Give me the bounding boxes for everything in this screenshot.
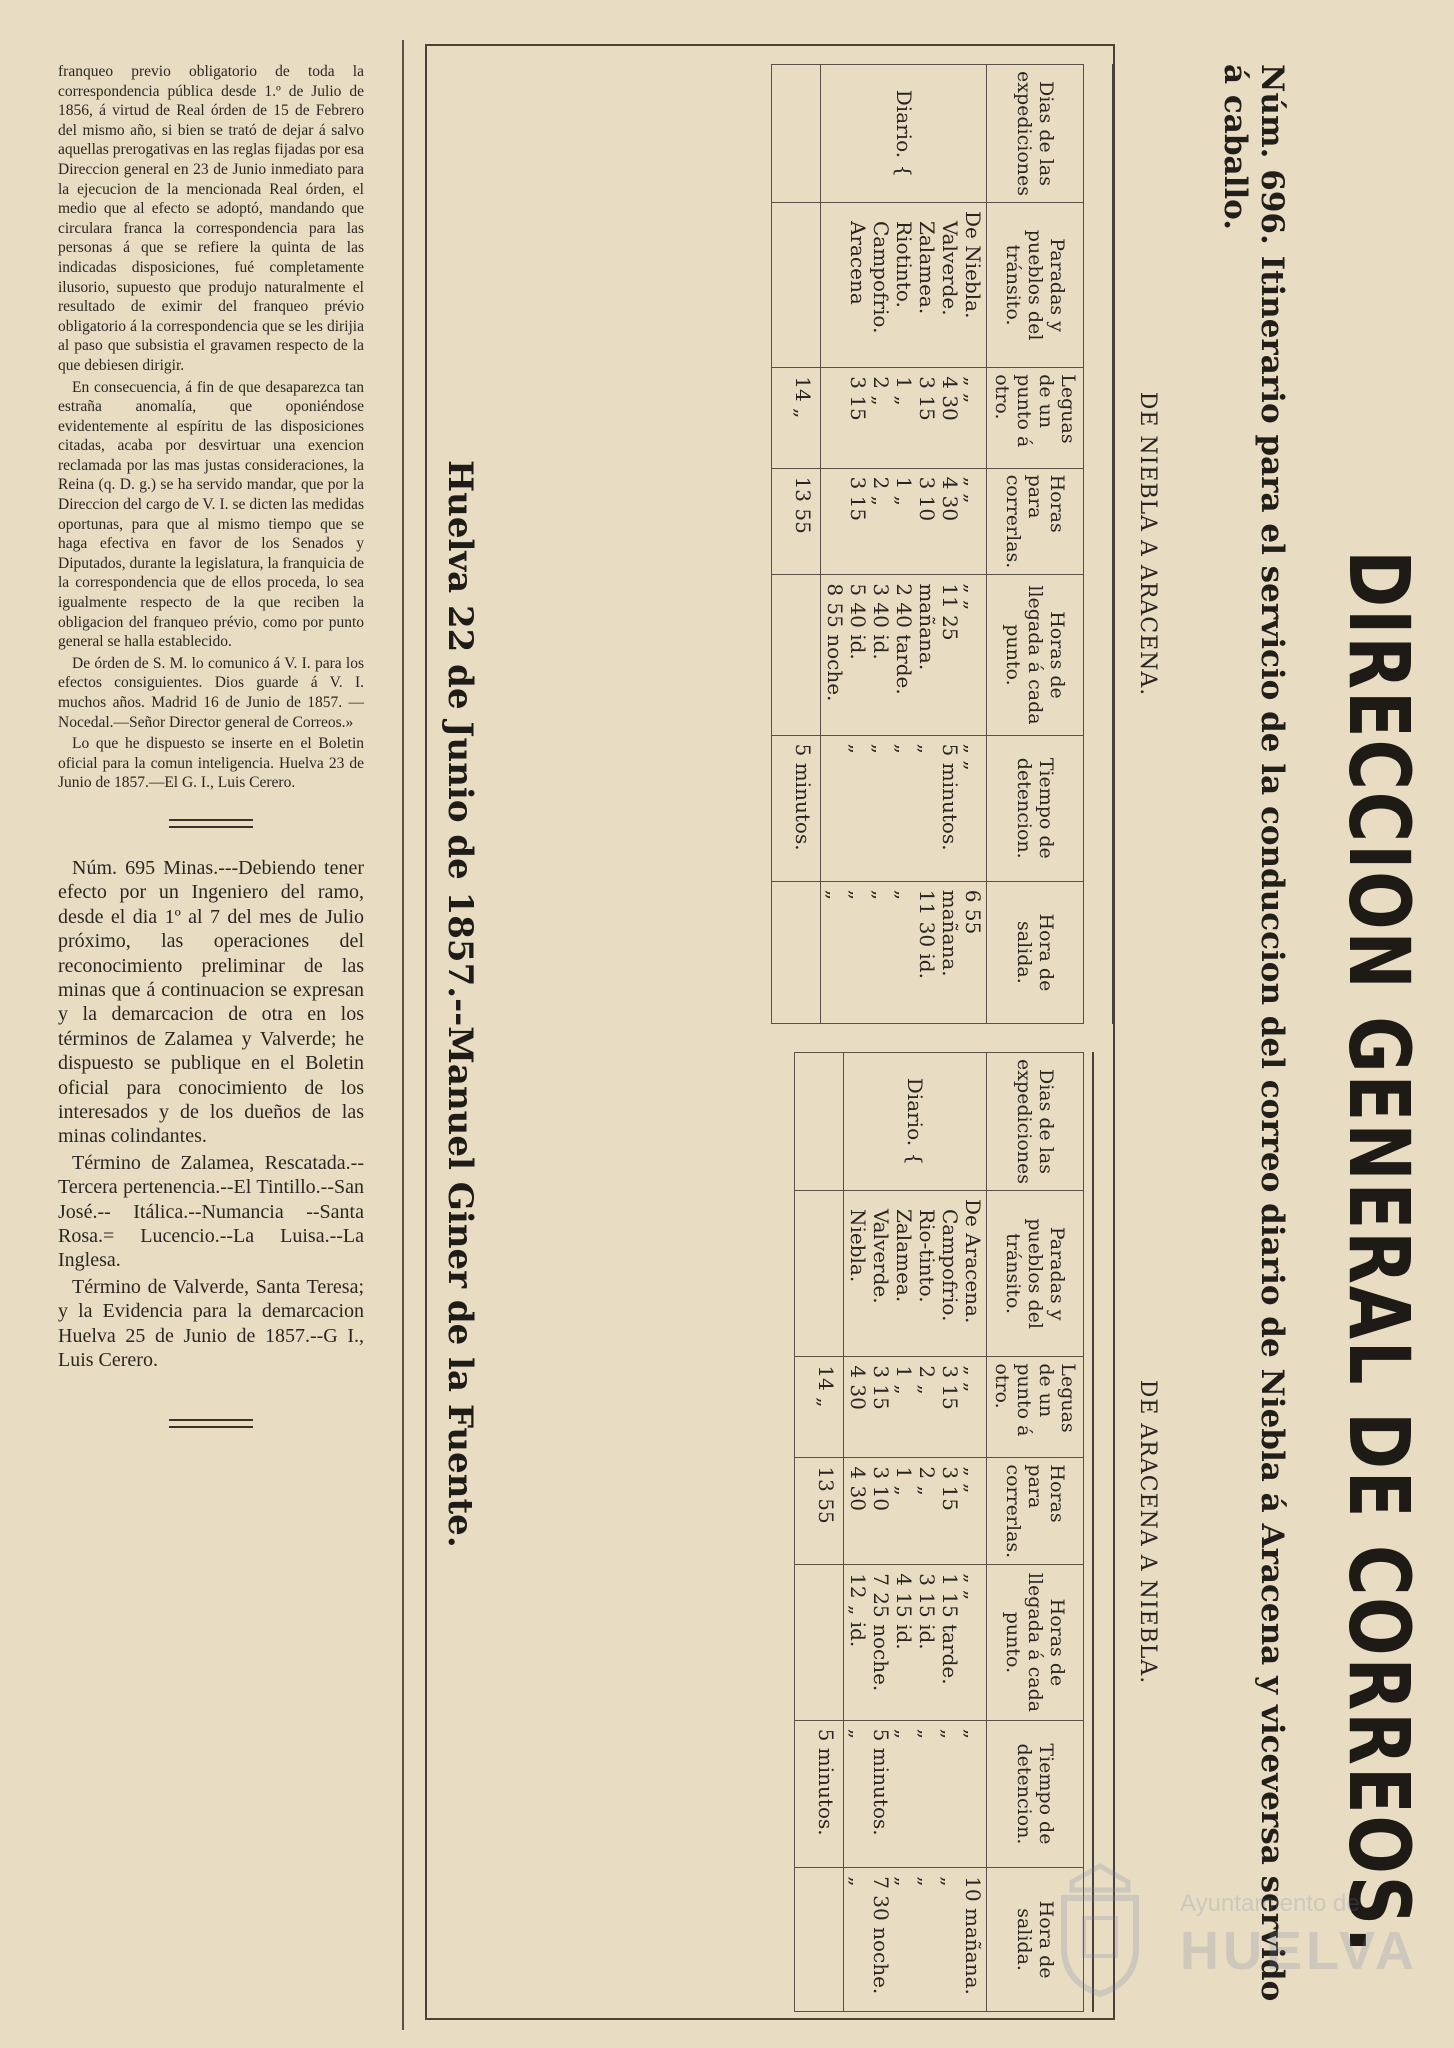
brace-icon: { (892, 164, 916, 178)
header-llegada: Horas de llegada á cada punto. (987, 1565, 1084, 1721)
table-title: DE ARACENA A NIEBLA. (1135, 1379, 1160, 1685)
horas-3: 3 10 (915, 476, 939, 522)
watermark-line2: HUELVA (1180, 1921, 1418, 1981)
stop-3: Zalamea. (915, 220, 939, 315)
header-salida: Hora de salida. (987, 1868, 1084, 2012)
cell-detencion (821, 735, 987, 881)
horas-6: 3 15 (846, 476, 870, 522)
rotated-main-section (420, 40, 1440, 2030)
cell-leguas (821, 368, 987, 468)
horas-1: „ „ (961, 1466, 985, 1494)
brace-icon: { (903, 1152, 928, 1166)
leguas-4: 1 „ (892, 1365, 916, 1395)
salida-1: 6 55 mañana. (938, 889, 985, 977)
llegada-1: „ „ (961, 583, 985, 611)
stop-5: Valverde. (869, 1208, 893, 1304)
itinerary-description: Itinerario para el servicio de la conduccion del correo diario de Niebla á Aracena y viceversa servido á caballo. (1217, 64, 1290, 2002)
table-niebla-aracena (480, 64, 1180, 1024)
salida-3: „ (915, 1876, 939, 1887)
detencion-3: „ (915, 743, 939, 755)
header-dias: Dias de las expediciones (987, 65, 1084, 203)
horas-1: „ „ (961, 476, 985, 504)
total-detencion: 5 minutos. (772, 735, 821, 881)
total-leguas: 14 „ (772, 368, 821, 468)
minas-paragraph-2: Término de Zalamea, Rescatada.--Tercera pertenencia.--El Tintillo.--San José.-- Itálica.--Numancia --Santa Rosa.= Lucencio.--La Luisa.--La Inglesa. (58, 1151, 364, 1272)
salida-2: „ (938, 1876, 962, 1887)
cell-dias (821, 65, 987, 203)
table-title: DE NIEBLA A ARACENA. (1135, 391, 1160, 697)
detencion-6: „ (846, 743, 870, 755)
column-divider (402, 40, 404, 2030)
watermark (1040, 1860, 1420, 2010)
itinerary-subtitle (1216, 64, 1290, 2014)
horas-6: 4 30 (846, 1466, 870, 1511)
cell-llegada (844, 1565, 987, 1721)
header-horas: Horas para correrlas. (987, 1458, 1084, 1565)
headline: DIRECCION GENERAL DE CORREOS. (1330, 550, 1428, 1955)
stop-6: Niebla. (846, 1208, 870, 1283)
cell-paradas (821, 202, 987, 367)
salida-4: „ (869, 889, 893, 901)
cell-salida (821, 881, 987, 1023)
cell-dias (844, 1053, 987, 1191)
llegada-1: „ „ (961, 1573, 985, 1601)
salida-5: 7 30 noche. (869, 1876, 893, 1995)
paragraph-orden: De órden de S. M. lo comunico á V. I. para los efectos consiguientes. Dios guarde á V. I. muchos años. Madrid 16 de Junio de 1857. —Nocedal.—Señor Director general de Correos.» (58, 654, 364, 731)
llegada-4: 4 15 id. (892, 1573, 916, 1650)
detencion-6: „ (846, 1728, 870, 1740)
llegada-6: 12 „ id. (846, 1573, 870, 1648)
detencion-1: „ (961, 1728, 985, 1740)
minas-notice (58, 856, 364, 1373)
cell-leguas (844, 1357, 987, 1458)
horas-2: 4 30 (938, 476, 962, 522)
leguas-6: 4 30 (846, 1365, 870, 1410)
paragraph-consecuencia: En consecuencia, á fin de que desaparezca tan estraña anomalía, que oponiéndose evidentemente al espíritu de las disposiciones citadas, acaba por desvirtuar una exencion reclamada por las mas justas consideraciones, la Reina (q. D. g.) se ha servido mandar, que por la Direccion del cargo de V. I. se dicten las medidas oportunas, para que al mismo tiempo que se haga efectiva en favor de los Senados y Diputados, durante la legislatura, la franquicia de la correspondencia que de ellos proceda, lo sea igualmente respecto de la que reciben la obligacion del franqueo prévio, como por punto general se halla establecido. (58, 378, 364, 651)
header-llegada: Horas de llegada á cada punto. (987, 575, 1084, 735)
horas-5: 3 10 (869, 1466, 893, 1511)
header-detencion: Tiempo de detencion. (987, 735, 1084, 881)
detencion-5: „ (869, 743, 893, 755)
stop-4: Zalamea. (892, 1208, 916, 1303)
horas-4: 1 „ (892, 1466, 916, 1496)
salida-3: „ (892, 889, 916, 901)
header-salida: Hora de salida. (987, 881, 1084, 1023)
llegada-2: 11 25 mañana. (915, 583, 962, 671)
leguas-5: 3 15 (869, 1365, 893, 1410)
end-rule (169, 1419, 253, 1428)
salida-2: 11 30 id. (915, 889, 939, 979)
cell-horas (821, 468, 987, 575)
salida-5: „ (846, 889, 870, 901)
dias-value: Diario. (892, 89, 916, 159)
cell-llegada (821, 575, 987, 735)
left-column (58, 62, 364, 1428)
dias-value: Diario. (903, 1077, 928, 1147)
paragraph-franqueo: franqueo previo obligatorio de toda la correspondencia pública desde 1.º de Julio de 1856, á virtud de Real órden de 15 de Febrero del mismo año, si bien se trató de dejar á salvo aquellas prerogativas en las reglas fijadas por esa Direccion general en 23 de Junio inmediato para la ejecucion de la mencionada Real órden, el medio que al efecto se adoptó, mandando que circulara franca la correspondencia para las personas á que se refiere la quinta de las indicadas disposiciones, fué completamente ilusorio, supuesto que produjo naturalmente el resultado de eximir del franqueo prévio obligatorio á la correspondencia que se les dirijia al paso que subsistia el gravamen respecto de la que debiesen dirigir. (58, 63, 364, 374)
total-horas: 13 55 (795, 1458, 844, 1565)
stop-4: Riotinto. (892, 220, 916, 308)
total-detencion: 5 minutos. (795, 1720, 844, 1867)
header-dias: Dias de las expediciones (987, 1053, 1084, 1191)
stop-1: De Niebla. (961, 210, 985, 319)
llegada-4: 3 40 id. (869, 583, 893, 660)
llegada-3: 3 15 id. (915, 1573, 939, 1650)
leguas-2: 4 30 (938, 376, 962, 421)
horas-4: 1 „ (892, 476, 916, 507)
detencion-4: „ (892, 1728, 916, 1740)
horas-5: 2 „ (869, 476, 893, 507)
notice-number: Núm. 696. (1254, 64, 1290, 245)
stop-2: Campofrio. (938, 1208, 962, 1322)
header-paradas: Paradas y pueblos del tránsito. (987, 1190, 1084, 1356)
cell-detencion (844, 1720, 987, 1867)
llegada-6: 8 55 noche. (823, 583, 847, 702)
salida-1: 10 mañana. (961, 1876, 985, 1995)
stop-3: Rio-tinto. (915, 1208, 939, 1303)
paragraph-dispuesto: Lo que he dispuesto se inserte en el Boletin oficial para la comun inteligencia. Huelva 23 de Junio de 1857.—El G. I., Luis Cerero. (58, 735, 364, 792)
table-brace (1098, 64, 1114, 1024)
detencion-2: „ (938, 1728, 962, 1740)
detencion-1: „ „ (961, 743, 985, 771)
leguas-3: 2 „ (915, 1365, 939, 1395)
leguas-2: 3 15 (938, 1365, 962, 1410)
leguas-1: „ „ (961, 376, 985, 404)
leguas-6: 3 15 (846, 376, 870, 421)
cell-horas (844, 1458, 987, 1565)
leguas-1: „ „ (961, 1365, 985, 1393)
header-paradas: Paradas y pueblos del tránsito. (987, 202, 1084, 367)
stop-6: Aracena (846, 220, 870, 305)
total-horas: 13 55 (772, 468, 821, 575)
stop-2: Valverde. (938, 220, 962, 316)
cell-paradas (844, 1190, 987, 1356)
stop-5: Campofrio. (869, 220, 893, 334)
leguas-4: 1 „ (892, 376, 916, 406)
leguas-5: 2 „ (869, 376, 893, 406)
llegada-5: 7 25 noche. (869, 1573, 893, 1692)
watermark-line1: Ayuntamiento de (1180, 1890, 1360, 1917)
salida-6: „ (846, 1876, 870, 1887)
leguas-3: 3 15 (915, 376, 939, 421)
header-detencion: Tiempo de detencion. (987, 1720, 1084, 1867)
llegada-3: 2 40 tarde. (892, 583, 916, 695)
salida-4: „ (892, 1876, 916, 1887)
coat-of-arms-icon (1040, 1860, 1160, 2000)
llegada-2: 1 15 tarde. (938, 1573, 962, 1685)
detencion-4: „ (892, 743, 916, 755)
totals-row (795, 1053, 844, 2012)
totals-row (772, 65, 821, 1024)
signature-line: Huelva 22 de Junio de 1857.--Manuel Giner de la Fuente. (440, 460, 480, 1548)
detencion-3: „ (915, 1728, 939, 1740)
header-leguas: Leguas de un punto á otro. (987, 368, 1084, 468)
horas-2: 3 15 (938, 1466, 962, 1511)
horas-3: 2 „ (915, 1466, 939, 1496)
minas-paragraph-3: Término de Valverde, Santa Teresa; y la Evidencia para la demarcacion Huelva 25 de Junio de 1857.--G I., Luis Cerero. (58, 1275, 364, 1372)
section-rule (169, 819, 253, 828)
detencion-2: 5 minutos. (938, 743, 962, 851)
salida-6: „ (823, 889, 847, 901)
header-horas: Horas para correrlas. (987, 468, 1084, 575)
header-leguas: Leguas de un punto á otro. (987, 1357, 1084, 1458)
itinerary-table (771, 64, 1084, 1024)
cell-salida (844, 1868, 987, 2012)
llegada-5: 5 40 id. (846, 583, 870, 660)
detencion-5: 5 minutos. (869, 1728, 893, 1836)
stop-1: De Aracena. (961, 1198, 985, 1324)
total-leguas: 14 „ (795, 1357, 844, 1458)
minas-paragraph-1: Núm. 695 Minas.---Debiendo tener efecto por un Ingeniero del ramo, desde el dia 1º al 7 del mes de Julio próximo, las operaciones del reconocimiento preliminar de las minas que á continuacion se expresan y la demarcacion de otra en los términos de Zalamea y Valverde; he dispuesto se publique en el Boletin oficial para conocimiento de los interesados y de los dueños de las minas colindantes. (58, 856, 364, 1148)
